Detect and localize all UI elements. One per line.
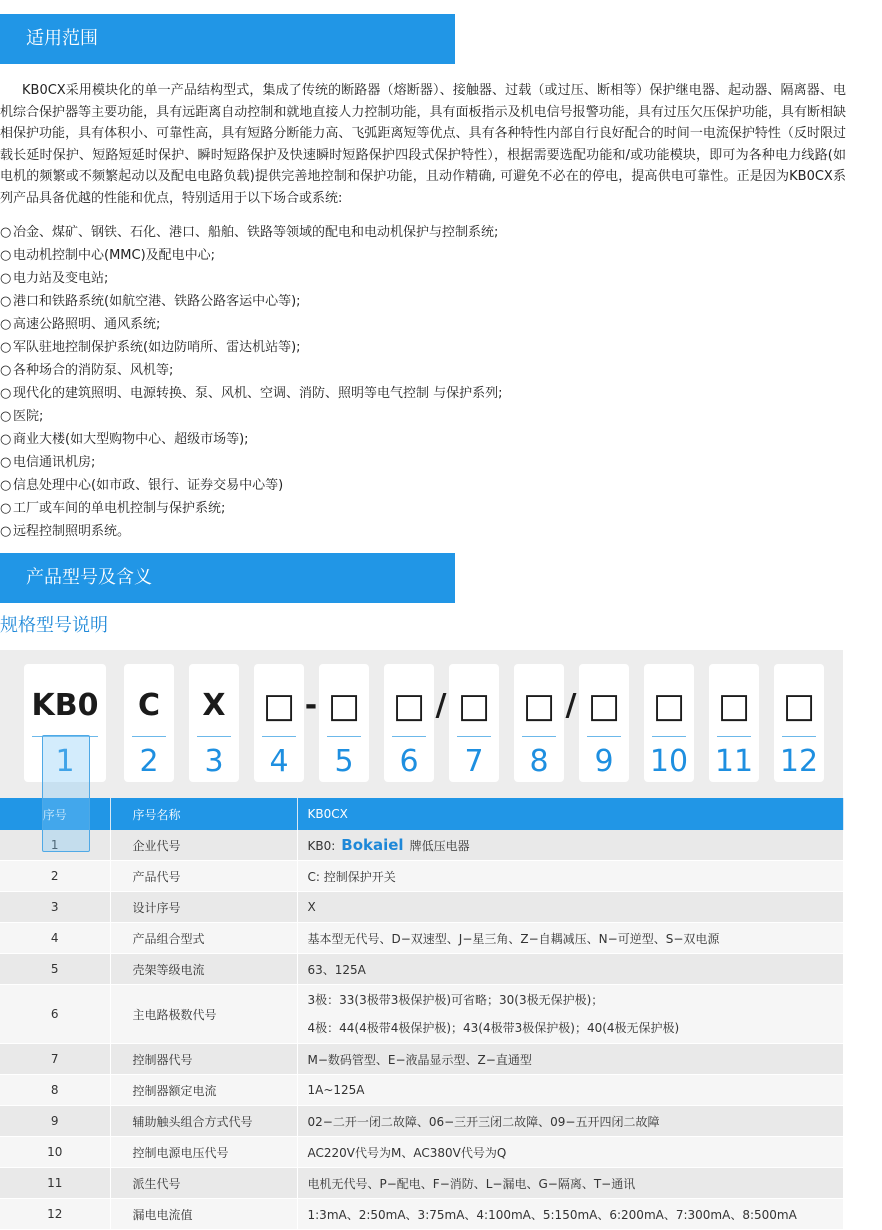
code-number: 12 xyxy=(779,744,819,779)
circle-bullet-icon: ○ xyxy=(0,432,12,447)
section-title: 产品型号及含义 xyxy=(26,567,152,588)
code-box xyxy=(644,664,694,782)
intro-paragraph: KB0CX采用模块化的单一产品结构型式，集成了传统的断路器（熔断器）、接触器、过载（或过压、断相等）保护继电器、起动器、隔离器、电机综合保护器等主要功能，具有远距离自动控制和就地直接人力控制功能，具有面板指示及机电信号报警功能，具有过压欠压保护功能，具有断相缺相保护功能，具有体积小、可靠性高，具有短路分断能力高、飞弧距离短等优点、具有各种特性内部自行良好配合的时间一电流保护特性（反时限过载长延时保护、短路短延时保护、瞬时短路保护及快速瞬时短路保护四段式保护特性），根据需要选配功能和/或功能模块，即可为各种电力线路(如电机的频繁或不频繁起动以及配电电路负载)提供完善地控制和保护功能，且动作精确, 可避免不必在的停电，提高供电可靠性。正是因为KB0CX系列产品具备优越的性能和优点，特别适用于以下场合或系统: xyxy=(0,83,846,206)
code-box xyxy=(124,664,174,782)
code-box xyxy=(319,664,369,782)
code-underline xyxy=(587,736,621,737)
code-box xyxy=(774,664,824,782)
table-row: 10 控制电源电压代号 AC220V代号为M、AC380V代号为Q xyxy=(0,1137,843,1168)
list-item: ○ 远程控制照明系统。 xyxy=(0,520,846,543)
list-item: ○ 军队驻地控制保护系统(如边防哨所、雷达机站等); xyxy=(0,336,846,359)
circle-bullet-icon: ○ xyxy=(0,340,12,355)
code-separator: / xyxy=(565,688,577,723)
code-underline xyxy=(132,736,166,737)
code-underline xyxy=(197,736,231,737)
code-number: 4 xyxy=(269,744,289,779)
table-row: 2 产品代号 C: 控制保护开关 xyxy=(0,861,843,892)
circle-bullet-icon: ○ xyxy=(0,478,12,493)
column-header: 序号名称 xyxy=(110,798,297,830)
code-number: 10 xyxy=(649,744,689,779)
column-header: 序号 xyxy=(0,798,110,830)
code-number: 5 xyxy=(334,744,354,779)
table-row: 11 派生代号 电机无代号、P−配电、F−消防、L−漏电、G−隔离、T−通讯 xyxy=(0,1168,843,1199)
code-box xyxy=(709,664,759,782)
list-item: ○ 商业大楼(如大型购物中心、超级市场等); xyxy=(0,428,846,451)
code-symbol: KB0 xyxy=(31,688,99,723)
code-underline xyxy=(717,736,751,737)
spec-subtitle: 规格型号说明 xyxy=(0,615,108,636)
code-underline xyxy=(457,736,491,737)
section-header-scope xyxy=(0,14,455,64)
code-separator: - xyxy=(304,688,318,723)
code-box xyxy=(189,664,239,782)
code-box xyxy=(449,664,499,782)
table-row: 5 壳架等级电流 63、125A xyxy=(0,954,843,985)
column-header: KB0CX xyxy=(297,798,843,830)
spec-table xyxy=(0,798,844,1230)
code-symbol: □ xyxy=(457,686,491,726)
circle-bullet-icon: ○ xyxy=(0,455,12,470)
code-number: 9 xyxy=(594,744,614,779)
code-symbol: X xyxy=(202,688,226,723)
list-item: ○ 信息处理中心(如市政、银行、证券交易中心等) xyxy=(0,474,846,497)
code-separator: / xyxy=(435,688,447,723)
table-row: 4 产品组合型式 基本型无代号、D−双速型、J−星三角、Z−自耦减压、N−可逆型、S−双电源 xyxy=(0,923,843,954)
code-symbol: C xyxy=(137,688,161,723)
list-item: ○ 电动机控制中心(MMC)及配电中心; xyxy=(0,244,846,267)
circle-bullet-icon: ○ xyxy=(0,363,12,378)
selection-highlight xyxy=(42,735,90,852)
code-number: 3 xyxy=(204,744,224,779)
code-symbol: □ xyxy=(262,686,296,726)
table-row: 8 控制器额定电流 1A~125A xyxy=(0,1075,843,1106)
code-number: 1 xyxy=(55,744,75,779)
code-underline xyxy=(652,736,686,737)
circle-bullet-icon: ○ xyxy=(0,409,12,424)
code-symbol: □ xyxy=(392,686,426,726)
circle-bullet-icon: ○ xyxy=(0,386,12,401)
brand-logo: Bokaiel xyxy=(341,836,404,854)
table-row: 6 主电路极数代号 3极：33(3极带3极保护极)可省略；30(3极无保护极)； 4极：44(4极带4极保护极)；43(4极带3极保护极)；40(4极无保护极) xyxy=(0,985,843,1044)
code-number: 6 xyxy=(399,744,419,779)
code-number: 7 xyxy=(464,744,484,779)
list-item: ○ 医院; xyxy=(0,405,846,428)
list-item: ○ 现代化的建筑照明、电源转换、泵、风机、空调、消防、照明等电气控制 与保护系列; xyxy=(0,382,846,405)
table-row: 1 企业代号 KB0: Bokaiel 牌低压电器 xyxy=(0,830,843,861)
circle-bullet-icon: ○ xyxy=(0,248,12,263)
circle-bullet-icon: ○ xyxy=(0,294,12,309)
code-symbol: □ xyxy=(782,686,816,726)
table-row: 9 辅助触头组合方式代号 02−二开一闭二故障、06−三开三闭二故障、09−五开四闭二故障 xyxy=(0,1106,843,1137)
list-item: ○ 电信通讯机房; xyxy=(0,451,846,474)
code-symbol: □ xyxy=(587,686,621,726)
code-number: 8 xyxy=(529,744,549,779)
model-code-diagram xyxy=(0,650,843,798)
list-item: ○ 港口和铁路系统(如航空港、铁路公路客运中心等); xyxy=(0,290,846,313)
section-title: 适用范围 xyxy=(26,28,98,49)
code-underline xyxy=(262,736,296,737)
circle-bullet-icon: ○ xyxy=(0,317,12,332)
section-header-model xyxy=(0,553,455,603)
circle-bullet-icon: ○ xyxy=(0,225,12,240)
code-symbol: □ xyxy=(652,686,686,726)
code-underline xyxy=(782,736,816,737)
list-item: ○ 高速公路照明、通风系统; xyxy=(0,313,846,336)
table-row: 7 控制器代号 M−数码管型、E−液晶显示型、Z−直通型 xyxy=(0,1044,843,1075)
list-item: ○ 电力站及变电站; xyxy=(0,267,846,290)
code-box xyxy=(384,664,434,782)
table-row: 12 漏电电流值 1:3mA、2:50mA、3:75mA、4:100mA、5:150mA、6:200mA、7:300mA、8:500mA xyxy=(0,1199,843,1230)
code-number: 2 xyxy=(139,744,159,779)
code-underline xyxy=(392,736,426,737)
code-underline xyxy=(522,736,556,737)
list-item: ○ 工厂或车间的单电机控制与保护系统; xyxy=(0,497,846,520)
code-box xyxy=(254,664,304,782)
circle-bullet-icon: ○ xyxy=(0,524,12,539)
list-item: ○ 冶金、煤矿、钢铁、石化、港口、船舶、铁路等领域的配电和电动机保护与控制系统; xyxy=(0,221,846,244)
circle-bullet-icon: ○ xyxy=(0,271,12,286)
circle-bullet-icon: ○ xyxy=(0,501,12,516)
code-box xyxy=(514,664,564,782)
code-number: 11 xyxy=(714,744,754,779)
table-row: 3 设计序号 X xyxy=(0,892,843,923)
code-symbol: □ xyxy=(522,686,556,726)
table-header-row xyxy=(0,798,843,830)
code-symbol: □ xyxy=(717,686,751,726)
application-list xyxy=(0,221,846,543)
code-box xyxy=(579,664,629,782)
list-item: ○ 各种场合的消防泵、风机等; xyxy=(0,359,846,382)
code-symbol: □ xyxy=(327,686,361,726)
code-underline xyxy=(327,736,361,737)
